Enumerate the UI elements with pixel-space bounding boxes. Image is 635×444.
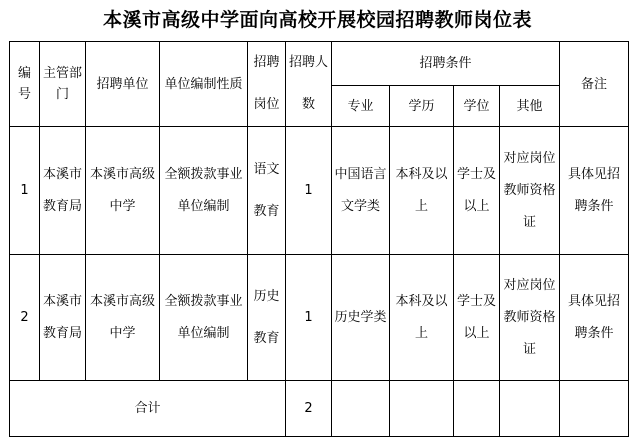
total-empty xyxy=(560,381,629,437)
cell-major: 历史学类 xyxy=(332,255,390,381)
table-row xyxy=(10,255,629,381)
total-empty xyxy=(390,381,454,437)
cell-education: 本科及以上 xyxy=(390,255,454,381)
total-empty xyxy=(454,381,500,437)
cell-dept: 本溪市教育局 xyxy=(40,127,86,255)
header-nature: 单位编制性质 xyxy=(160,42,248,127)
cell-other: 对应岗位教师资格证 xyxy=(500,127,560,255)
total-row xyxy=(10,381,629,437)
header-degree: 学位 xyxy=(454,86,500,127)
cell-education: 本科及以上 xyxy=(390,127,454,255)
cell-nature: 全额拨款事业单位编制 xyxy=(160,127,248,255)
header-count: 招聘人数 xyxy=(286,42,332,127)
header-unit: 招聘单位 xyxy=(86,42,160,127)
header-dept: 主管部门 xyxy=(40,42,86,127)
header-no: 编号 xyxy=(10,42,40,127)
page-title: 本溪市高级中学面向高校开展校园招聘教师岗位表 xyxy=(102,9,532,31)
cell-count: 1 xyxy=(286,255,332,381)
cell-no: 2 xyxy=(10,255,40,381)
cell-unit: 本溪市高级中学 xyxy=(86,127,160,255)
cell-other: 对应岗位教师资格证 xyxy=(500,255,560,381)
header-education: 学历 xyxy=(390,86,454,127)
cell-unit: 本溪市高级中学 xyxy=(86,255,160,381)
header-row xyxy=(10,42,629,86)
total-empty xyxy=(332,381,390,437)
cell-nature: 全额拨款事业单位编制 xyxy=(160,255,248,381)
cell-remark: 具体见招聘条件 xyxy=(560,255,629,381)
cell-post: 语文教育 xyxy=(248,127,286,255)
total-label: 合计 xyxy=(10,381,286,437)
cell-count: 1 xyxy=(286,127,332,255)
cell-degree: 学士及以上 xyxy=(454,127,500,255)
cell-dept: 本溪市教育局 xyxy=(40,255,86,381)
recruitment-table xyxy=(9,41,629,437)
cell-major: 中国语言文学类 xyxy=(332,127,390,255)
header-remark: 备注 xyxy=(560,42,629,127)
header-conditions: 招聘条件 xyxy=(332,42,560,86)
cell-no: 1 xyxy=(10,127,40,255)
total-count: 2 xyxy=(286,381,332,437)
cell-degree: 学士及以上 xyxy=(454,255,500,381)
cell-post: 历史教育 xyxy=(248,255,286,381)
total-empty xyxy=(500,381,560,437)
header-post: 招聘岗位 xyxy=(248,42,286,127)
table-row xyxy=(10,127,629,255)
header-other: 其他 xyxy=(500,86,560,127)
cell-remark: 具体见招聘条件 xyxy=(560,127,629,255)
header-major: 专业 xyxy=(332,86,390,127)
